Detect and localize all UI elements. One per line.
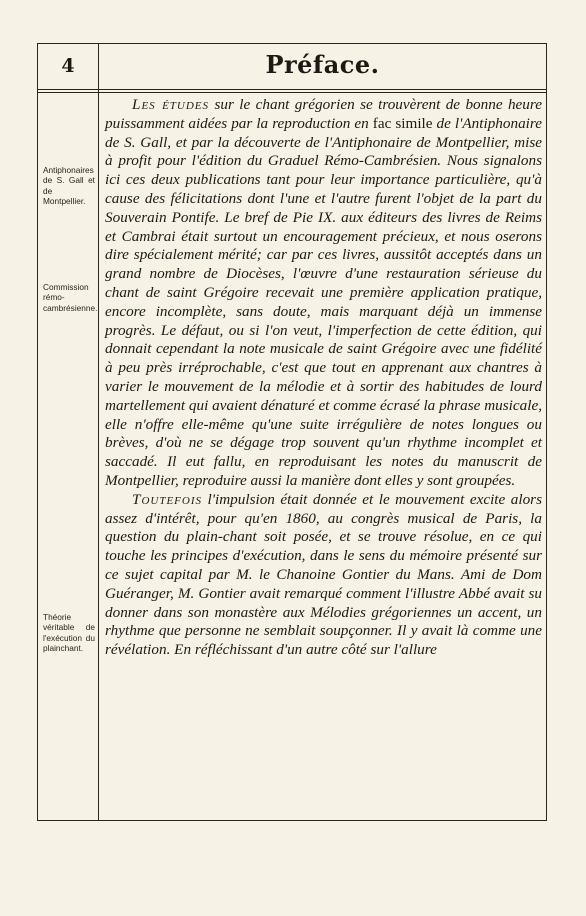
margin-note-commission: Commission rémo-cambrésienne. (43, 282, 98, 313)
text-segment-upright: fac simile (372, 114, 433, 132)
paragraph-lead: Les études (132, 96, 210, 113)
margin-note-theorie: Théorie véritable de l'exécution du plainchant. (43, 612, 95, 654)
header-inner-rule (38, 92, 546, 93)
header-rule (38, 89, 546, 90)
body-text (105, 96, 542, 660)
paragraph-2 (105, 491, 542, 660)
text-segment: l'impulsion était donnée et le mouvement excite alors assez d'intérêt, pour qu'en 1860, au congrès musical de Paris, la question du plain-chant soit posée, et se trouve résolue, en ce qui touche les principes d'exécution, dans le sens du mémoire présenté sur ce sujet capital par M. le Chanoine Gontier du Mans. Ami de Dom Guéranger, M. Gontier avait remarqué comment l'illustre Abbé avait su donner dans son monastère aux Mélodies grégoriennes un accent, un rhythme que personne ne semblait soupçonner. Il y avait là comme une révélation. En réfléchissant d'un autre côté sur l'allure (105, 490, 542, 659)
paragraph-lead: Toutefois (132, 490, 202, 508)
margin-note-antiphonaires: Antiphonaires de S. Gall et de Montpellier. (43, 165, 95, 207)
page-number: 4 (61, 55, 75, 77)
margin-column-rule (98, 44, 99, 820)
text-segment: sur le chant grégorien se trouvèrent de bonne heure puissamment aidées par la reproduction en (105, 96, 542, 132)
paragraph-1 (105, 96, 542, 491)
page-frame (37, 43, 547, 821)
page-title: Préface. (265, 50, 380, 79)
text-segment: de l'Antiphonaire de S. Gall, et par la découverte de l'Antiphonaire de Montpellier, mise à profit pour l'édition du Graduel Rémo-Cambrésien. Nous signalons ici ces deux publications tant pour leur importance particulière, qu'à cause des félicitations dont l'une et l'autre furent l'objet de la part du Souverain Pontife. Le bref de Pie IX. aux éditeurs des livres de Reims et Cambrai était surtout un encouragement précieux, et nous oserons dire spécialement mérité; car par ces livres, aussitôt acceptés dans un grand nombre de Diocèses, l'œuvre d'une restauration sérieuse du chant de saint Grégoire recevait une première application pratique, encore incomplète, sans doute, mais marquant déjà un immense progrès. Le défaut, ou si l'on veut, l'imperfection de cette édition, qui donnait cependant la note musicale de saint Grégoire avec une fidélité à peu près irréprochable, c'est que tout en apprenant aux chantres à varier le mouvement de la mélodie et à sortir des habitudes de lourd martellement qui avaient dénaturé et comme écrasé la phrase musicale, elle n'offre elle-même qu'une suite irrégulière de notes longues ou brèves, d'où ne se dégage trop souvent qu'un rhythme incomplet et saccadé. Il eut fallu, en reproduisant les notes du manuscrit de Montpellier, reproduire aussi la manière dont elles y sont groupées. (105, 114, 542, 489)
